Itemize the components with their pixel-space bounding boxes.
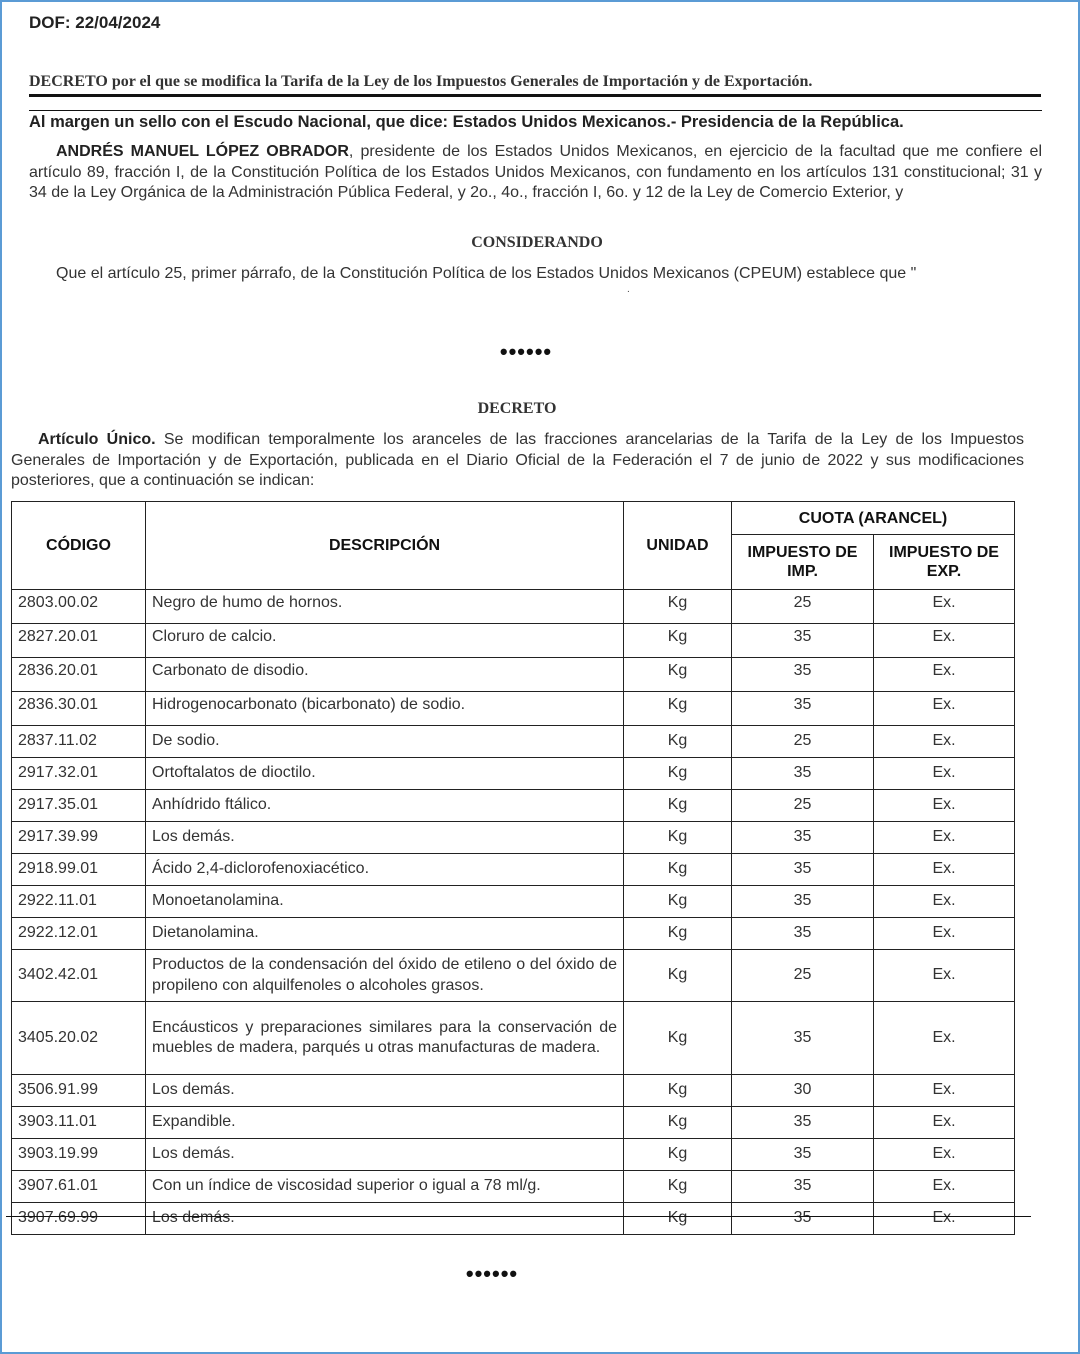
cell-description: Cloruro de calcio.: [146, 624, 624, 658]
cell-unit: Kg: [624, 590, 732, 624]
cell-code: 2917.32.01: [12, 758, 146, 790]
table-row: [12, 950, 1015, 1002]
cell-code: 2917.39.99: [12, 822, 146, 854]
cell-import-tax: 35: [732, 624, 874, 658]
considerando-heading: CONSIDERANDO: [471, 234, 603, 251]
cell-unit: Kg: [624, 1107, 732, 1139]
cell-code: 3402.42.01: [12, 950, 146, 1002]
tariff-table: [11, 501, 1015, 1235]
cell-export-tax: Ex.: [874, 624, 1015, 658]
cell-export-tax: Ex.: [874, 854, 1015, 886]
cell-code: 2917.35.01: [12, 790, 146, 822]
cell-import-tax: 35: [732, 1203, 874, 1235]
cell-unit: Kg: [624, 1002, 732, 1075]
cell-export-tax: Ex.: [874, 1075, 1015, 1107]
table-row: [12, 886, 1015, 918]
cell-export-tax: Ex.: [874, 1203, 1015, 1235]
article-label: Artículo Único.: [38, 431, 156, 448]
publication-date: DOF: 22/04/2024: [29, 13, 161, 32]
cell-description: Monoetanolamina.: [146, 886, 624, 918]
cell-export-tax: Ex.: [874, 886, 1015, 918]
table-row: [12, 692, 1015, 726]
cell-unit: Kg: [624, 790, 732, 822]
cell-export-tax: Ex.: [874, 758, 1015, 790]
cell-description: Encáusticos y preparaciones similares para la conservación de muebles de madera, parqués u otras manufacturas de madera.: [146, 1002, 624, 1075]
cell-unit: Kg: [624, 950, 732, 1002]
cell-export-tax: Ex.: [874, 1107, 1015, 1139]
cell-import-tax: 25: [732, 590, 874, 624]
intro-text: , presidente de los Estados Unidos Mexicanos, en ejercicio de la facultad que me confiere el artículo 89, fracción I, de la Constitución Política de los Estados Unidos Mexicanos, con fundamento en los artículos 131 constitucional; 31 y 34 de la Ley Orgánica de la Administración Pública Federal, y 2o., 4o., fracción I, 6o. y 12 de la Ley de Comercio Exterior, y: [29, 143, 1042, 201]
cell-import-tax: 35: [732, 854, 874, 886]
cell-unit: Kg: [624, 822, 732, 854]
cell-description: Ortoftalatos de dioctilo.: [146, 758, 624, 790]
cell-import-tax: 35: [732, 1002, 874, 1075]
cell-description: Los demás.: [146, 1075, 624, 1107]
intro-paragraph: [29, 142, 1042, 204]
seal-statement: Al margen un sello con el Escudo Nacional, que dice: Estados Unidos Mexicanos.- Presidencia de la República.: [29, 113, 904, 131]
cell-unit: Kg: [624, 1139, 732, 1171]
table-row: [12, 854, 1015, 886]
decreto-heading: DECRETO: [477, 400, 557, 417]
cell-code: 2922.12.01: [12, 918, 146, 950]
cell-code: 2836.20.01: [12, 658, 146, 692]
trailing-dot: .: [627, 284, 630, 295]
cell-import-tax: 35: [732, 918, 874, 950]
cell-description: Expandible.: [146, 1107, 624, 1139]
cell-export-tax: Ex.: [874, 726, 1015, 758]
cell-import-tax: 35: [732, 822, 874, 854]
cell-import-tax: 30: [732, 1075, 874, 1107]
cell-export-tax: Ex.: [874, 790, 1015, 822]
table-row: [12, 918, 1015, 950]
cell-description: Negro de humo de hornos.: [146, 590, 624, 624]
cell-description: Dietanolamina.: [146, 918, 624, 950]
header-quota: CUOTA (ARANCEL): [732, 502, 1015, 535]
cell-import-tax: 35: [732, 1171, 874, 1203]
cell-code: 2836.30.01: [12, 692, 146, 726]
cell-code: 3405.20.02: [12, 1002, 146, 1075]
cell-export-tax: Ex.: [874, 1002, 1015, 1075]
table-row: [12, 1171, 1015, 1203]
cell-import-tax: 35: [732, 1107, 874, 1139]
cell-export-tax: Ex.: [874, 1171, 1015, 1203]
cell-code: 2827.20.01: [12, 624, 146, 658]
omission-marker: ••••••: [465, 1261, 519, 1286]
cell-code: 3907.69.99: [12, 1203, 146, 1235]
cell-export-tax: Ex.: [874, 918, 1015, 950]
considerando-paragraph: [29, 264, 1042, 285]
table-row: [12, 1107, 1015, 1139]
cell-unit: Kg: [624, 1203, 732, 1235]
cell-description: Los demás.: [146, 822, 624, 854]
cell-description: Los demás.: [146, 1203, 624, 1235]
cell-import-tax: 25: [732, 726, 874, 758]
cell-description: Productos de la condensación del óxido de etileno o del óxido de propileno con alquilfenoles o alcoholes grasos.: [146, 950, 624, 1002]
article-paragraph: [11, 430, 1024, 492]
president-name: ANDRÉS MANUEL LÓPEZ OBRADOR: [56, 143, 349, 160]
cell-code: 2918.99.01: [12, 854, 146, 886]
cell-unit: Kg: [624, 854, 732, 886]
cell-code: 2803.00.02: [12, 590, 146, 624]
table-row: [12, 1203, 1015, 1235]
tariff-table-container: [11, 501, 1015, 1227]
article-text: Se modifican temporalmente los aranceles de las fracciones arancelarias de la Tarifa de la Ley de los Impuestos Generales de Importación y de Exportación, publicada en el Diario Oficial de la Federación el 7 de junio de 2022 y sus modificaciones posteriores, que a continuación se indican:: [11, 431, 1024, 489]
cell-code: 3907.61.01: [12, 1171, 146, 1203]
table-row: [12, 658, 1015, 692]
header-unit: UNIDAD: [624, 502, 732, 590]
cell-unit: Kg: [624, 1171, 732, 1203]
cell-import-tax: 35: [732, 1139, 874, 1171]
cell-import-tax: 25: [732, 790, 874, 822]
table-row: [12, 1075, 1015, 1107]
cell-import-tax: 35: [732, 886, 874, 918]
table-row: [12, 624, 1015, 658]
cell-unit: Kg: [624, 692, 732, 726]
table-cut-line: [6, 1216, 1031, 1217]
cell-import-tax: 25: [732, 950, 874, 1002]
cell-unit: Kg: [624, 918, 732, 950]
cell-description: Carbonato de disodio.: [146, 658, 624, 692]
cell-export-tax: Ex.: [874, 1139, 1015, 1171]
table-row: [12, 758, 1015, 790]
cell-unit: Kg: [624, 658, 732, 692]
cell-export-tax: Ex.: [874, 692, 1015, 726]
cell-export-tax: Ex.: [874, 658, 1015, 692]
cell-description: Anhídrido ftálico.: [146, 790, 624, 822]
cell-unit: Kg: [624, 624, 732, 658]
cell-code: 3506.91.99: [12, 1075, 146, 1107]
table-row: [12, 790, 1015, 822]
cell-export-tax: Ex.: [874, 822, 1015, 854]
cell-code: 2837.11.02: [12, 726, 146, 758]
cell-export-tax: Ex.: [874, 590, 1015, 624]
cell-code: 3903.11.01: [12, 1107, 146, 1139]
cell-unit: Kg: [624, 726, 732, 758]
cell-description: De sodio.: [146, 726, 624, 758]
cell-description: Hidrogenocarbonato (bicarbonato) de sodio.: [146, 692, 624, 726]
cell-unit: Kg: [624, 1075, 732, 1107]
cell-unit: Kg: [624, 886, 732, 918]
decree-title: DECRETO por el que se modifica la Tarifa de la Ley de los Impuestos Generales de Importación y de Exportación.: [29, 73, 1041, 97]
table-row: [12, 590, 1015, 624]
omission-marker: ••••••: [499, 339, 553, 364]
table-row: [12, 822, 1015, 854]
cell-import-tax: 35: [732, 658, 874, 692]
table-row: [12, 1139, 1015, 1171]
title-rule: [29, 110, 1042, 111]
cell-description: Con un índice de viscosidad superior o igual a 78 ml/g.: [146, 1171, 624, 1203]
table-row: [12, 726, 1015, 758]
cell-code: 2922.11.01: [12, 886, 146, 918]
cell-code: 3903.19.99: [12, 1139, 146, 1171]
header-description: DESCRIPCIÓN: [146, 502, 624, 590]
cell-import-tax: 35: [732, 758, 874, 790]
considerando-text: Que el artículo 25, primer párrafo, de la Constitución Política de los Estados Unidos Mexicanos (CPEUM) establece que ": [56, 265, 917, 282]
table-row: [12, 1002, 1015, 1075]
cell-description: Los demás.: [146, 1139, 624, 1171]
header-code: CÓDIGO: [12, 502, 146, 590]
cell-description: Ácido 2,4-diclorofenoxiacético.: [146, 854, 624, 886]
header-import-tax: IMPUESTO DE IMP.: [732, 535, 874, 590]
header-export-tax: IMPUESTO DE EXP.: [874, 535, 1015, 590]
cell-unit: Kg: [624, 758, 732, 790]
cell-import-tax: 35: [732, 692, 874, 726]
cell-export-tax: Ex.: [874, 950, 1015, 1002]
